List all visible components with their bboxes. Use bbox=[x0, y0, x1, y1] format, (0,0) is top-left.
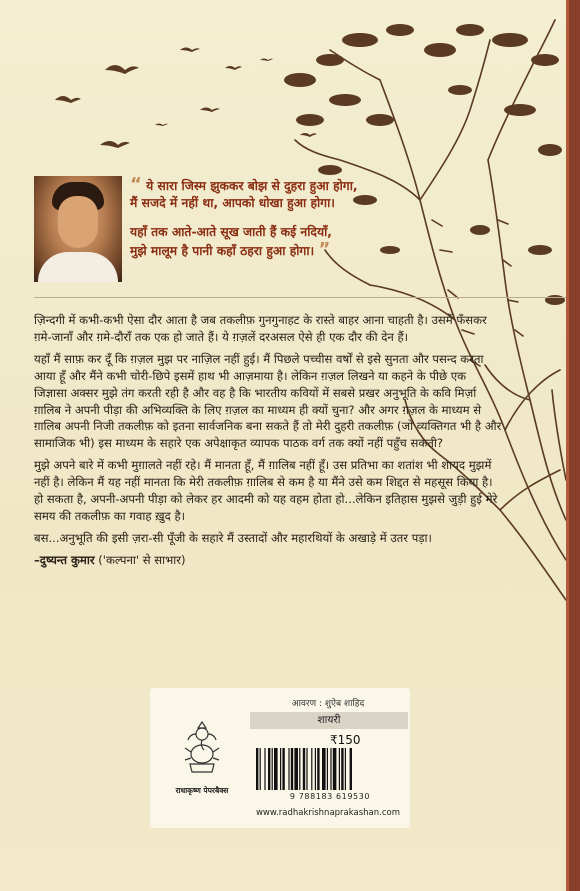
paragraph: ज़िन्दगी में कभी-कभी ऐसा दौर आता है जब तकलीफ़ गुनगुनाहट के रास्ते बाहर आना चाहती है। उसमें फँसकर ग़मे-जानाँ और ग़मे-दौराँ तक एक हो जाते हैं। ये ग़ज़लें दरअसल ऐसे ही एक दौर की देन हैं। bbox=[34, 313, 487, 344]
source-credit: ('कल्पना' से साभार) bbox=[94, 552, 186, 567]
quote-line: मुझे मालूम है पानी कहाँ ठहरा हुआ होगा। bbox=[130, 244, 315, 258]
blurb-text bbox=[34, 312, 502, 574]
barcode bbox=[254, 748, 404, 790]
cover-credit: आवरण : शुऐब शाहिद bbox=[291, 699, 365, 709]
couplet-quote bbox=[130, 176, 430, 260]
price: ₹150 bbox=[330, 733, 361, 747]
open-quote-icon: “ bbox=[130, 174, 142, 195]
author-portrait bbox=[34, 176, 122, 282]
quote-line: यहाँ तक आते-आते सूख जाती हैं कई नदियाँ, bbox=[130, 225, 332, 239]
genre-label: शायरी bbox=[250, 712, 408, 729]
quote-line: ये सारा जिस्म झुककर बोझ से दुहरा हुआ होगा, bbox=[146, 179, 358, 193]
paragraph: बस...अनुभूति की इसी ज़रा-सी पूँजी के सहारे मैं उस्तादों और महारथियों के अखाड़े में उतर पड़ा। bbox=[34, 530, 432, 545]
publisher-url: www.radhakrishnaprakashan.com bbox=[255, 808, 400, 818]
author-signature: –दुष्यन्त कुमार bbox=[34, 552, 95, 567]
close-quote-icon: ” bbox=[318, 239, 331, 260]
publisher-name: राधाकृष्ण पेपरबैक्स bbox=[175, 786, 229, 795]
paragraph: यहाँ मैं साफ़ कर दूँ कि ग़ज़ल मुझ पर नाज़िल नहीं हुई। मैं पिछले पच्चीस वर्षों से इसे सुनता और पसन्द करता आया हूँ और मैंने कभी चोरी-छिपे इसमें हाथ भी आज़माया है। लेकिन ग़ज़ल लिखने या कहने के पीछे एक जिज्ञासा अक्सर मुझे तंग करती रही है और वह है कि भारतीय कवियों में सबसे प्रखर अनुभूति के कवि मिर्ज़ा ग़ालिब ने अपनी पीड़ा की अभिव्यक्ति के लिए ग़ज़ल का माध्यम ही क्यों चुना? और अगर ग़ज़ल के माध्यम से ग़ालिब अपनी निजी तकलीफ़ को इतना सार्वजनिक बना सकते हैं तो मेरी दुहरी तकलीफ़ (जो व्यक्तिगत भी है और सामाजिक भी) इस माध्यम के सहारे एक अपेक्षाकृत व्यापक पाठक वर्ग तक क्यों नहीं पहुँच सकती? bbox=[34, 351, 502, 451]
ganesha-logo-icon bbox=[182, 718, 222, 776]
quote-line: मैं सजदे में नहीं था, आपको धोखा हुआ होगा। bbox=[130, 196, 335, 210]
paragraph: मुझे अपने बारे में कभी मुग़ालते नहीं रहे। मैं मानता हूँ, मैं ग़ालिब नहीं हूँ। उस प्रतिभा का शतांश भी शायद मुझमें नहीं है। लेकिन मैं यह नहीं मानता कि मेरी तकलीफ़ ग़ालिब से कम है या मैंने उसे कम शिद्दत से महसूस किया है। हो सकता है, अपनी-अपनी पीड़ा को लेकर हर आदमी को यह वहम होता हो...लेकिन इतिहास मुझसे जुड़ी हुई मेरे समय की तकलीफ़ का गवाह ख़ुद है। bbox=[34, 458, 498, 523]
isbn: 9 788183 619530 bbox=[289, 792, 371, 801]
spine-edge bbox=[566, 0, 580, 891]
divider bbox=[34, 297, 566, 298]
